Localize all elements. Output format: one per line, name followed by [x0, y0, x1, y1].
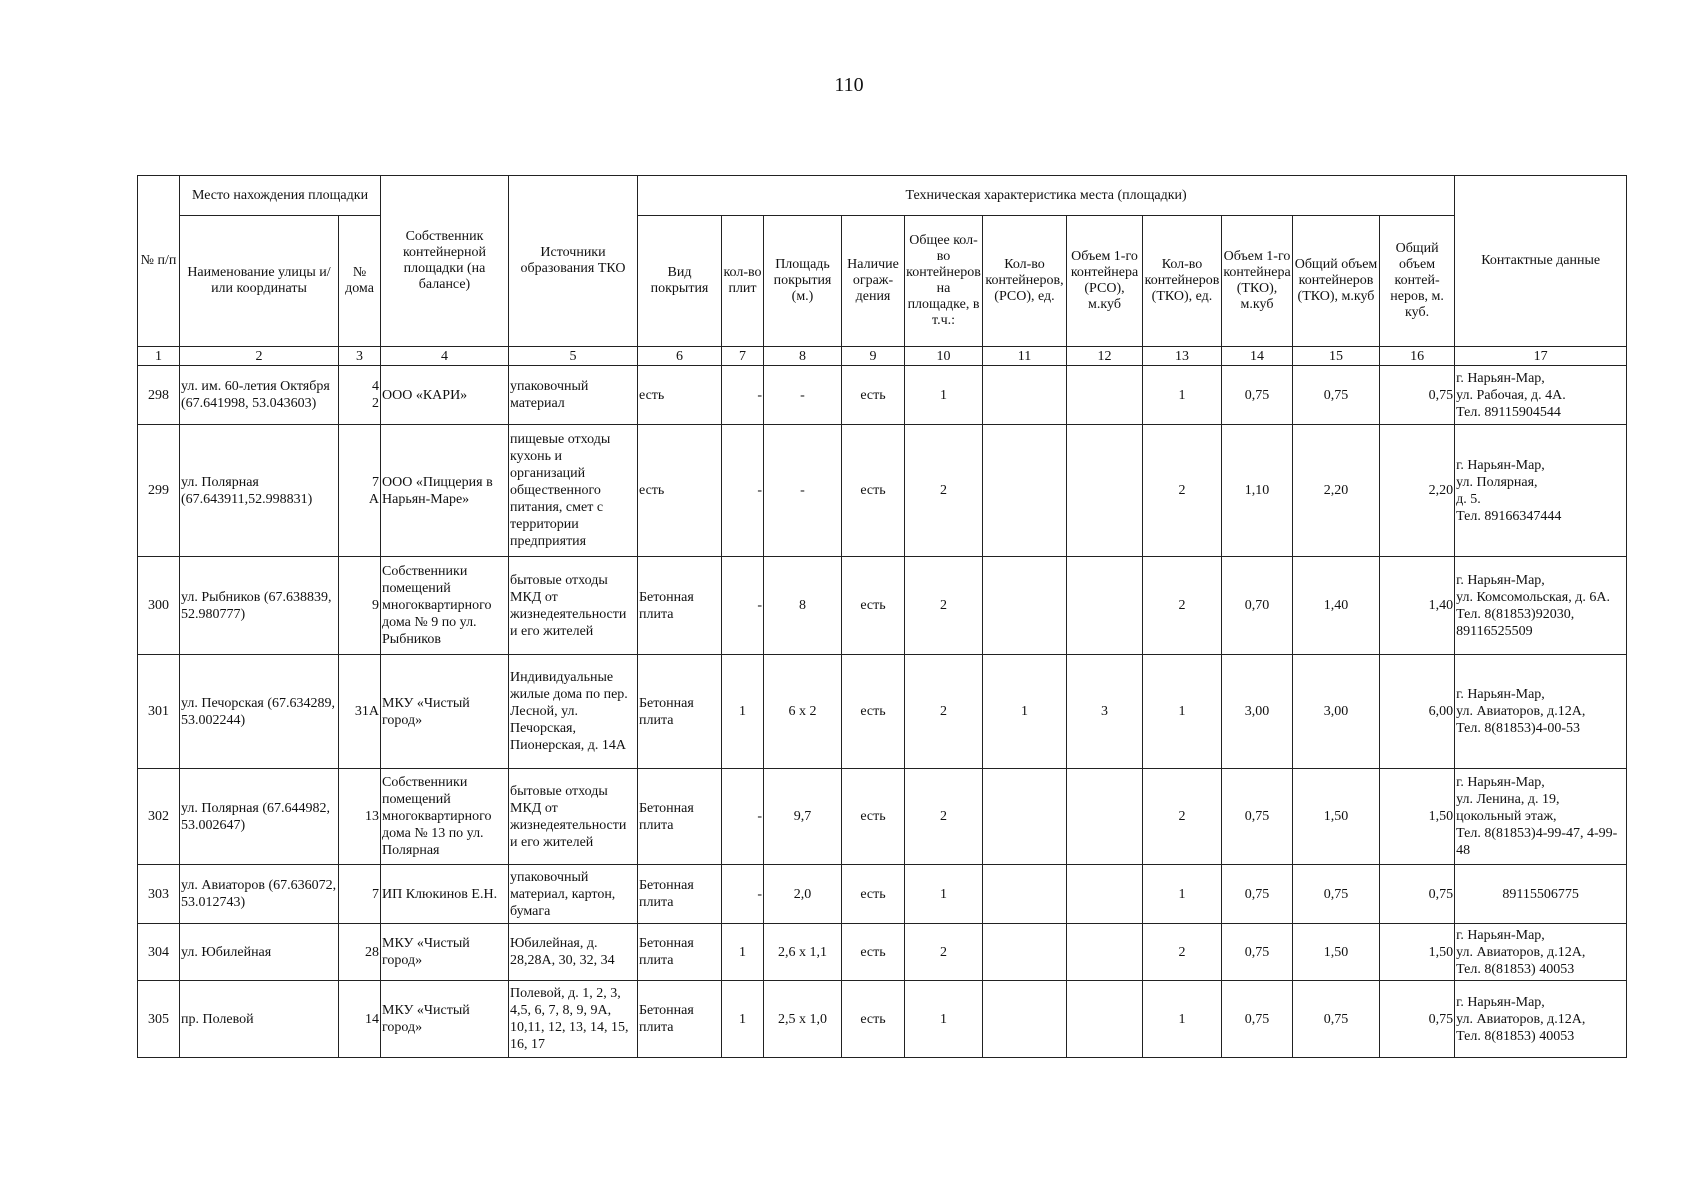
table-row: [138, 557, 1627, 655]
total-containers-cell: 2: [905, 425, 983, 557]
all-total-cell: 6,00: [1380, 655, 1455, 769]
cover-cell: Бетонная плита: [638, 865, 722, 924]
owner-cell: МКУ «Чистый город»: [381, 981, 509, 1058]
row-number: 303: [138, 865, 180, 924]
tko-volume-cell: 0,75: [1222, 366, 1293, 425]
plates-cell: 1: [722, 655, 764, 769]
cover-cell: есть: [638, 366, 722, 425]
area-cell: 2,6 x 1,1: [764, 924, 842, 981]
sources-cell: упаковочный материал, картон, бумага: [509, 865, 638, 924]
table-row: [138, 769, 1627, 865]
tko-total-cell: 1,50: [1293, 924, 1380, 981]
header-total-containers: Общее кол-во контейнеров на площадке, в т.ч.:: [905, 216, 983, 347]
street-cell: ул. им. 60-летия Октября (67.641998, 53.043603): [180, 366, 339, 425]
area-cell: -: [764, 366, 842, 425]
contacts-cell: 89115506775: [1455, 865, 1627, 924]
rso-count-cell: [983, 924, 1067, 981]
owner-cell: Собственники помещений многоквартирного дома № 13 по ул. Полярная: [381, 769, 509, 865]
street-cell: пр. Полевой: [180, 981, 339, 1058]
rso-count-cell: [983, 425, 1067, 557]
column-number: 5: [509, 347, 638, 366]
tko-total-cell: 1,40: [1293, 557, 1380, 655]
tko-total-cell: 2,20: [1293, 425, 1380, 557]
tko-total-cell: 1,50: [1293, 769, 1380, 865]
table-row: [138, 981, 1627, 1058]
area-cell: -: [764, 425, 842, 557]
column-number: 4: [381, 347, 509, 366]
rso-count-cell: [983, 557, 1067, 655]
row-number: 300: [138, 557, 180, 655]
tko-count-cell: 1: [1143, 655, 1222, 769]
fence-cell: есть: [842, 655, 905, 769]
rso-count-cell: 1: [983, 655, 1067, 769]
owner-cell: ООО «Пиццерия в Нарьян-Маре»: [381, 425, 509, 557]
plates-cell: -: [722, 425, 764, 557]
sources-cell: Юбилейная, д. 28,28А, 30, 32, 34: [509, 924, 638, 981]
plates-cell: -: [722, 769, 764, 865]
all-total-cell: 0,75: [1380, 981, 1455, 1058]
row-number: 298: [138, 366, 180, 425]
owner-cell: ООО «КАРИ»: [381, 366, 509, 425]
header-sources: Источники образования ТКО: [509, 176, 638, 347]
owner-cell: Собственники помещений многоквартирного дома № 9 по ул. Рыбников: [381, 557, 509, 655]
total-containers-cell: 2: [905, 924, 983, 981]
header-tko-total: Общий объем контейнеров (ТКО), м.куб: [1293, 216, 1380, 347]
row-number: 302: [138, 769, 180, 865]
column-number: 16: [1380, 347, 1455, 366]
header-area: Площадь покрытия (м.): [764, 216, 842, 347]
column-number: 3: [339, 347, 381, 366]
container-sites-table: [137, 175, 1627, 1058]
sources-cell: бытовые отходы МКД от жизнедеятельности и его жителей: [509, 557, 638, 655]
cover-cell: Бетонная плита: [638, 769, 722, 865]
rso-volume-cell: [1067, 981, 1143, 1058]
column-number: 15: [1293, 347, 1380, 366]
plates-cell: 1: [722, 924, 764, 981]
street-cell: ул. Авиаторов (67.636072, 53.012743): [180, 865, 339, 924]
header-location-group: Место нахождения площадки: [180, 176, 381, 216]
row-number: 305: [138, 981, 180, 1058]
cover-cell: Бетонная плита: [638, 557, 722, 655]
contacts-cell: г. Нарьян-Мар, ул. Авиаторов, д.12А, Тел. 8(81853)4-00-53: [1455, 655, 1627, 769]
tko-count-cell: 1: [1143, 981, 1222, 1058]
column-number: 11: [983, 347, 1067, 366]
rso-volume-cell: [1067, 924, 1143, 981]
total-containers-cell: 2: [905, 655, 983, 769]
house-cell: 13: [339, 769, 381, 865]
column-number: 8: [764, 347, 842, 366]
tko-count-cell: 1: [1143, 366, 1222, 425]
total-containers-cell: 2: [905, 769, 983, 865]
tko-volume-cell: 0,75: [1222, 981, 1293, 1058]
fence-cell: есть: [842, 924, 905, 981]
total-containers-cell: 1: [905, 865, 983, 924]
rso-count-cell: [983, 366, 1067, 425]
tko-count-cell: 2: [1143, 769, 1222, 865]
all-total-cell: 1,40: [1380, 557, 1455, 655]
fence-cell: есть: [842, 769, 905, 865]
tko-count-cell: 2: [1143, 425, 1222, 557]
header-house: № дома: [339, 216, 381, 347]
owner-cell: МКУ «Чистый город»: [381, 655, 509, 769]
contacts-cell: г. Нарьян-Мар, ул. Рабочая, д. 4А. Тел. 89115904544: [1455, 366, 1627, 425]
column-number-row: [138, 347, 1627, 366]
rso-count-cell: [983, 865, 1067, 924]
contacts-cell: г. Нарьян-Мар, ул. Авиаторов, д.12А, Тел. 8(81853) 40053: [1455, 981, 1627, 1058]
plates-cell: -: [722, 865, 764, 924]
tko-total-cell: 3,00: [1293, 655, 1380, 769]
sources-cell: упаковочный материал: [509, 366, 638, 425]
tko-total-cell: 0,75: [1293, 865, 1380, 924]
table-row: [138, 924, 1627, 981]
all-total-cell: 1,50: [1380, 769, 1455, 865]
header-num: № п/п: [138, 176, 180, 347]
column-number: 9: [842, 347, 905, 366]
fence-cell: есть: [842, 425, 905, 557]
street-cell: ул. Полярная (67.644982, 53.002647): [180, 769, 339, 865]
column-number: 12: [1067, 347, 1143, 366]
house-cell: 7: [339, 865, 381, 924]
owner-cell: ИП Клюкинов Е.Н.: [381, 865, 509, 924]
sources-cell: бытовые отходы МКД от жизнедеятельности и его жителей: [509, 769, 638, 865]
cover-cell: Бетонная плита: [638, 981, 722, 1058]
column-number: 14: [1222, 347, 1293, 366]
cover-cell: Бетонная плита: [638, 655, 722, 769]
header-street: Наименование улицы и/или координаты: [180, 216, 339, 347]
contacts-cell: г. Нарьян-Мар, ул. Комсомольская, д. 6А. Тел. 8(81853)92030, 89116525509: [1455, 557, 1627, 655]
table-row: [138, 366, 1627, 425]
header-contacts: Контактные данные: [1455, 176, 1627, 347]
row-number: 299: [138, 425, 180, 557]
all-total-cell: 1,50: [1380, 924, 1455, 981]
house-cell: 28: [339, 924, 381, 981]
tko-count-cell: 1: [1143, 865, 1222, 924]
column-number: 6: [638, 347, 722, 366]
cover-cell: Бетонная плита: [638, 924, 722, 981]
street-cell: ул. Печорская (67.634289, 53.002244): [180, 655, 339, 769]
area-cell: 6 x 2: [764, 655, 842, 769]
column-number: 13: [1143, 347, 1222, 366]
owner-cell: МКУ «Чистый город»: [381, 924, 509, 981]
row-number: 304: [138, 924, 180, 981]
table-row: [138, 865, 1627, 924]
cover-cell: есть: [638, 425, 722, 557]
area-cell: 2,5 x 1,0: [764, 981, 842, 1058]
header-tko-volume: Объем 1-го контейнера (ТКО), м.куб: [1222, 216, 1293, 347]
tko-volume-cell: 0,75: [1222, 769, 1293, 865]
tko-volume-cell: 0,70: [1222, 557, 1293, 655]
contacts-cell: г. Нарьян-Мар, ул. Авиаторов, д.12А, Тел. 8(81853) 40053: [1455, 924, 1627, 981]
tko-volume-cell: 0,75: [1222, 865, 1293, 924]
rso-volume-cell: [1067, 425, 1143, 557]
header-owner: Собственник контейнерной площадки (на балансе): [381, 176, 509, 347]
rso-volume-cell: [1067, 557, 1143, 655]
column-number: 10: [905, 347, 983, 366]
table-row: [138, 425, 1627, 557]
row-number: 301: [138, 655, 180, 769]
rso-count-cell: [983, 981, 1067, 1058]
street-cell: ул. Юбилейная: [180, 924, 339, 981]
table-row: [138, 655, 1627, 769]
column-number: 7: [722, 347, 764, 366]
rso-volume-cell: [1067, 366, 1143, 425]
house-cell: 14: [339, 981, 381, 1058]
sources-cell: пищевые отходы кухонь и организаций общественного питания, смет с территории предприятия: [509, 425, 638, 557]
page-number: 110: [834, 74, 864, 96]
tko-total-cell: 0,75: [1293, 366, 1380, 425]
street-cell: ул. Полярная (67.643911,52.998831): [180, 425, 339, 557]
tko-volume-cell: 0,75: [1222, 924, 1293, 981]
house-cell: 31А: [339, 655, 381, 769]
header-tech-group: Техническая характеристика места (площадки): [638, 176, 1455, 216]
sources-cell: Индивидуальные жилые дома по пер. Лесной, ул. Печорская, Пионерская, д. 14А: [509, 655, 638, 769]
tko-volume-cell: 1,10: [1222, 425, 1293, 557]
sources-cell: Полевой, д. 1, 2, 3, 4,5, 6, 7, 8, 9, 9А, 10,11, 12, 13, 14, 15, 16, 17: [509, 981, 638, 1058]
fence-cell: есть: [842, 981, 905, 1058]
header-rso-volume: Объем 1-го контейнера (РСО), м.куб: [1067, 216, 1143, 347]
rso-count-cell: [983, 769, 1067, 865]
tko-volume-cell: 3,00: [1222, 655, 1293, 769]
fence-cell: есть: [842, 557, 905, 655]
rso-volume-cell: 3: [1067, 655, 1143, 769]
header-rso-count: Кол-во контейнеров, (РСО), ед.: [983, 216, 1067, 347]
header-cover: Вид покрытия: [638, 216, 722, 347]
street-cell: ул. Рыбников (67.638839, 52.980777): [180, 557, 339, 655]
header-fence: Наличие ограж-дения: [842, 216, 905, 347]
plates-cell: -: [722, 557, 764, 655]
fence-cell: есть: [842, 366, 905, 425]
all-total-cell: 0,75: [1380, 366, 1455, 425]
house-cell: 9: [339, 557, 381, 655]
header-all-total: Общий объем контей-неров, м. куб.: [1380, 216, 1455, 347]
house-cell: 7 А: [339, 425, 381, 557]
area-cell: 2,0: [764, 865, 842, 924]
total-containers-cell: 1: [905, 981, 983, 1058]
house-cell: 4 2: [339, 366, 381, 425]
rso-volume-cell: [1067, 769, 1143, 865]
total-containers-cell: 1: [905, 366, 983, 425]
header-tko-count: Кол-во контейнеров (ТКО), ед.: [1143, 216, 1222, 347]
column-number: 17: [1455, 347, 1627, 366]
all-total-cell: 2,20: [1380, 425, 1455, 557]
all-total-cell: 0,75: [1380, 865, 1455, 924]
contacts-cell: г. Нарьян-Мар, ул. Ленина, д. 19, цокольный этаж, Тел. 8(81853)4-99-47, 4-99-48: [1455, 769, 1627, 865]
plates-cell: -: [722, 366, 764, 425]
area-cell: 9,7: [764, 769, 842, 865]
tko-count-cell: 2: [1143, 924, 1222, 981]
table-body: [138, 366, 1627, 1058]
tko-count-cell: 2: [1143, 557, 1222, 655]
area-cell: 8: [764, 557, 842, 655]
plates-cell: 1: [722, 981, 764, 1058]
rso-volume-cell: [1067, 865, 1143, 924]
fence-cell: есть: [842, 865, 905, 924]
header-plates: кол-во плит: [722, 216, 764, 347]
tko-total-cell: 0,75: [1293, 981, 1380, 1058]
total-containers-cell: 2: [905, 557, 983, 655]
column-number: 1: [138, 347, 180, 366]
contacts-cell: г. Нарьян-Мар, ул. Полярная, д. 5. Тел. 89166347444: [1455, 425, 1627, 557]
column-number: 2: [180, 347, 339, 366]
